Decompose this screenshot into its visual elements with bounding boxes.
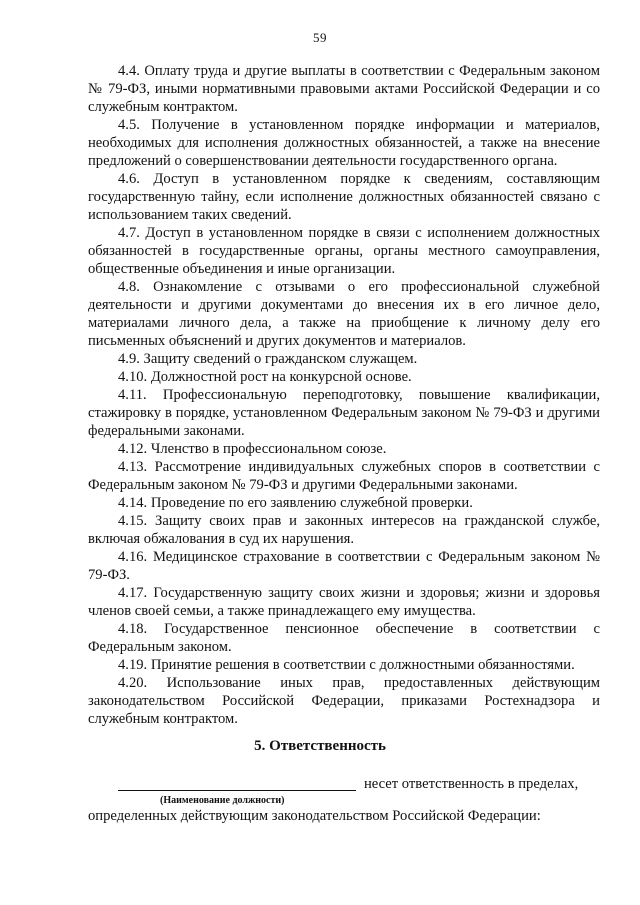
- paragraph-4-17: 4.17. Государственную защиту своих жизни и здоровья; жизни и здоровья членов своей семьи, а также принадлежащего ему имущества.: [88, 585, 600, 619]
- responsibility-text-line2: определенных действующим законодательством Российской Федерации:: [88, 808, 541, 824]
- paragraph-4-5: 4.5. Получение в установленном порядке информации и материалов, необходимых для исполнения должностных обязанностей, а также на внесение предложений о совершенствовании деятельности государственного органа.: [88, 117, 600, 169]
- paragraph-4-18: 4.18. Государственное пенсионное обеспечение в соответствии с Федеральным законом.: [88, 621, 600, 655]
- page-number: 59: [313, 30, 327, 45]
- section-title: 5. Ответственность: [254, 738, 386, 754]
- paragraph-4-19: 4.19. Принятие решения в соответствии с должностными обязанностями.: [118, 657, 575, 673]
- position-caption: (Наименование должности): [160, 795, 285, 806]
- paragraph-4-20: 4.20. Использование иных прав, предоставленных действующим законодательством Российской Федерации, приказами Ростехнадзора и служебным контрактом.: [88, 675, 600, 727]
- paragraph-4-6: 4.6. Доступ в установленном порядке к сведениям, составляющим государственную тайну, если исполнение должностных обязанностей связано с использованием таких сведений.: [88, 171, 600, 223]
- paragraph-4-8: 4.8. Ознакомление с отзывами о его профессиональной служебной деятельности и другими документами до внесения их в его личное дело, материалами личного дела, а также на приобщение к личному делу его письменных объяснений и других документов и материалов.: [88, 279, 600, 349]
- paragraph-4-7: 4.7. Доступ в установленном порядке в связи с исполнением должностных обязанностей в государственные органы, органы местного самоуправления, общественные объединения и иные организации.: [88, 225, 600, 277]
- paragraph-4-15: 4.15. Защиту своих прав и законных интересов на гражданской службе, включая обжалования в суд их нарушения.: [88, 513, 600, 547]
- paragraph-4-12: 4.12. Членство в профессиональном союзе.: [118, 441, 387, 457]
- position-blank-line: [118, 790, 356, 791]
- paragraph-4-10: 4.10. Должностной рост на конкурсной основе.: [118, 369, 412, 385]
- paragraph-4-9: 4.9. Защиту сведений о гражданском служащем.: [118, 351, 418, 367]
- paragraph-4-14: 4.14. Проведение по его заявлению служебной проверки.: [118, 495, 473, 511]
- paragraph-4-4: 4.4. Оплату труда и другие выплаты в соответствии с Федеральным законом № 79-ФЗ, иными нормативными правовыми актами Российской Федерации и со служебным контрактом.: [88, 63, 600, 115]
- rights-list: [88, 62, 600, 728]
- responsibility-text: несет ответственность в пределах,: [364, 776, 579, 792]
- paragraph-4-11: 4.11. Профессиональную переподготовку, повышение квалификации, стажировку в порядке, установленном Федеральным законом № 79-ФЗ и другими федеральными законами.: [88, 387, 600, 439]
- paragraph-4-16: 4.16. Медицинское страхование в соответствии с Федеральным законом № 79-ФЗ.: [88, 549, 600, 583]
- paragraph-4-13: 4.13. Рассмотрение индивидуальных служебных споров в соответствии с Федеральным законом № 79-ФЗ и другими Федеральными законами.: [88, 459, 600, 493]
